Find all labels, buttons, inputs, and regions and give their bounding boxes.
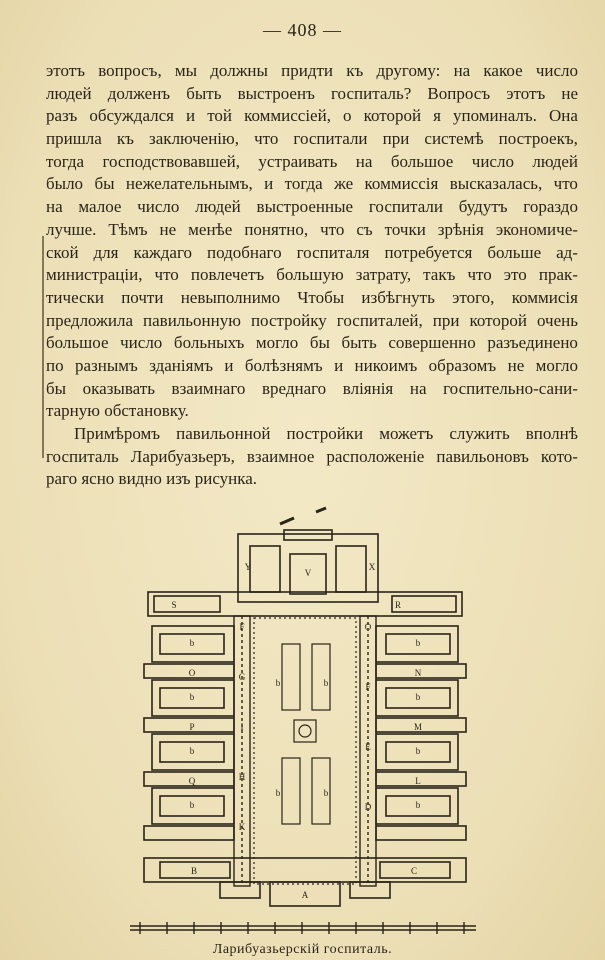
margin-line (42, 236, 44, 458)
plan-label: b (189, 746, 195, 756)
text-line: этотъ вопросъ, мы должны придти къ другому: на какое число (46, 61, 578, 80)
plan-label: N (414, 668, 422, 678)
plan-label: b (415, 638, 421, 648)
text-line: тически почти невыполнимо Чтобы избѣгнуть этого, коммисiя (46, 287, 578, 307)
plan-label: b (323, 788, 329, 798)
text-line: предложила павильонную постройку госпиталей, при которой очень (46, 310, 578, 330)
text-line: людей долженъ быть выстроенъ госпиталь? Вопросъ этотъ не (46, 83, 578, 103)
scale-bar (130, 922, 476, 934)
text-line: ской для каждаго подобнаго госпиталя потребуется больше ад- (46, 242, 578, 262)
plan-label: b (415, 800, 421, 810)
plan-label: I (240, 722, 244, 732)
plan-label: b (275, 788, 281, 798)
plan-label: b (323, 678, 329, 688)
plan-label: F (365, 682, 371, 692)
corridors (234, 616, 376, 886)
link-corridor (376, 826, 466, 840)
text-line: большое число больныхъ могло бы быть совершенно разъединено (46, 333, 578, 353)
text-line: бы оказывать взаимнаго вреднаго влiянiя на госпительно-сани- (46, 378, 578, 398)
plan-label: O (188, 668, 196, 678)
plan-label: Q (188, 776, 196, 786)
plan-label: b (415, 692, 421, 702)
text-line: Примѣромъ павильонной постройки можетъ служить вполнѣ (74, 424, 578, 443)
text-line: раго ясно видно изъ рисунка. (46, 469, 258, 489)
text-line: пришла къ заключенiю, что госпитали при системѣ построекъ, (46, 129, 578, 149)
hospital-floor-plan (130, 496, 480, 944)
text-line: на малое число людей выстроенные госпитали будутъ гораздо (46, 197, 578, 217)
plan-label: D (364, 802, 372, 812)
plan-label: b (189, 692, 195, 702)
text-line: было бы нежелательнымъ, и тогда же коммиссiя высказалась, что (46, 174, 578, 194)
plan-label: b (415, 746, 421, 756)
figure-caption: Ларибуазьерскiй госпиталь. (212, 942, 393, 957)
text-line: по разнымъ зданiямъ и болѣзнямъ и никоимъ образомъ не могло (46, 355, 578, 375)
plan-label: b (189, 638, 195, 648)
body-text (46, 60, 578, 491)
plan-label: A (301, 890, 309, 900)
link-corridor (376, 772, 466, 786)
plan-label: C (410, 866, 418, 876)
plan-label: L (415, 776, 421, 786)
plan-label: Y (244, 562, 252, 572)
text-line: тарную обстановку. (46, 401, 189, 421)
plan-label: H (238, 772, 246, 782)
text-line: лучше. Тѣмъ не менѣе понятно, что съ точки зрѣнiя экономиче- (46, 219, 578, 239)
top-gallery (148, 592, 462, 616)
right-pavilions (376, 626, 466, 840)
plan-label: G (238, 672, 246, 682)
plan-label: R (394, 600, 402, 610)
plan-label: b (189, 800, 195, 810)
text-line: разъ обсуждался и той коммиссiей, о которой я упоминалъ. Она (46, 106, 578, 126)
text-line: министрацiи, что повлечетъ большую затрату, такъ что это прак- (46, 265, 578, 285)
plan-label: E (365, 742, 371, 752)
link-corridor (144, 826, 234, 840)
plan-label: P (189, 722, 195, 732)
plan-label: B (190, 866, 198, 876)
plan-label: M (413, 722, 423, 732)
central-courtyard (254, 618, 356, 884)
plan-label: F (239, 622, 245, 632)
plan-label: V (304, 568, 312, 578)
text-line: госпиталь Ларибуазьеръ, взаимное расположенiе павильоновъ кото- (46, 446, 578, 466)
text-line: тогда господствовавшей, устраивать на большое число людей (46, 151, 578, 171)
plan-label: X (368, 562, 376, 572)
page-number: — 408 — (263, 20, 342, 40)
plan-label: b (275, 678, 281, 688)
north-arrow-icon (280, 508, 326, 524)
plan-label: S (171, 600, 177, 610)
plan-label: O (364, 622, 372, 632)
plan-label: K (238, 822, 246, 832)
